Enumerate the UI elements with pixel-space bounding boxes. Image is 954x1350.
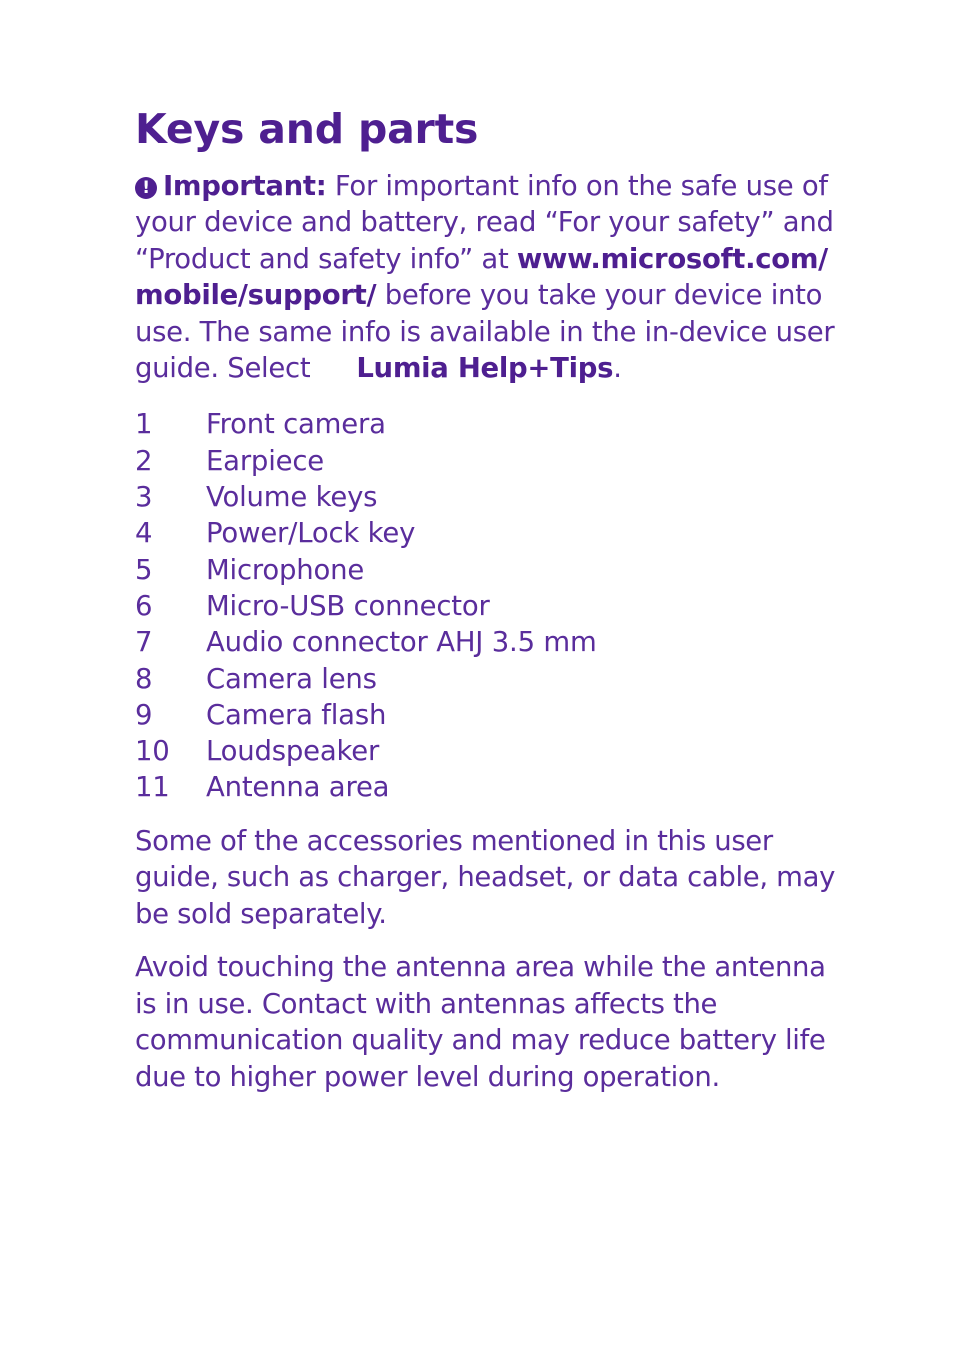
part-number: 9 [135, 698, 153, 731]
important-text-2: before you take your device into use. The same info is available in the in-device user guide. Select [135, 279, 835, 385]
list-item [135, 588, 835, 624]
part-label: Earpiece [206, 444, 324, 477]
part-label: Antenna area [206, 771, 390, 804]
part-label: Camera lens [206, 662, 377, 695]
list-item [135, 479, 835, 515]
antenna-paragraph: Avoid touching the antenna area while the antenna is in use. Contact with antennas affects the communication quality and may reduce battery life due to higher power level during operation. [135, 951, 826, 1093]
part-number: 10 [135, 735, 170, 768]
part-label: Microphone [206, 553, 365, 586]
part-number: 5 [135, 553, 153, 586]
list-item [135, 624, 835, 660]
list-item [135, 406, 835, 442]
part-label: Loudspeaker [206, 735, 380, 768]
parts-list [135, 406, 835, 805]
important-note [135, 168, 835, 386]
part-label: Volume keys [206, 481, 378, 514]
part-number: 4 [135, 517, 153, 550]
important-end: . [613, 352, 622, 385]
part-label: Camera flash [206, 698, 387, 731]
list-item [135, 515, 835, 551]
part-number: 7 [135, 626, 153, 659]
exclamation-icon: ! [135, 177, 157, 199]
part-label: Power/Lock key [206, 517, 416, 550]
list-item [135, 769, 835, 805]
list-item [135, 443, 835, 479]
important-text-1: For important info on the safe use of your device and battery, read “For your safety” and “Product and safety info” at [135, 170, 834, 275]
accessories-paragraph: Some of the accessories mentioned in this user guide, such as charger, headset, or data cable, may be sold separately. [135, 824, 835, 930]
app-name: Lumia Help+Tips [356, 352, 614, 385]
part-number: 2 [135, 444, 153, 477]
part-label: Micro-USB connector [206, 589, 490, 622]
page-title: Keys and parts [135, 105, 479, 153]
list-item [135, 661, 835, 697]
list-item [135, 697, 835, 733]
part-number: 8 [135, 662, 153, 695]
support-url: www.microsoft.com/ mobile/support/ [135, 242, 828, 312]
part-number: 1 [135, 408, 153, 441]
gear-icon [322, 354, 348, 380]
part-number: 11 [135, 771, 170, 804]
part-label: Audio connector AHJ 3.5 mm [206, 626, 597, 659]
list-item [135, 552, 835, 588]
important-label: Important: [163, 170, 327, 202]
part-number: 3 [135, 481, 153, 514]
part-number: 6 [135, 589, 153, 622]
list-item [135, 733, 835, 769]
part-label: Front camera [206, 408, 386, 441]
page-content [135, 100, 835, 1095]
